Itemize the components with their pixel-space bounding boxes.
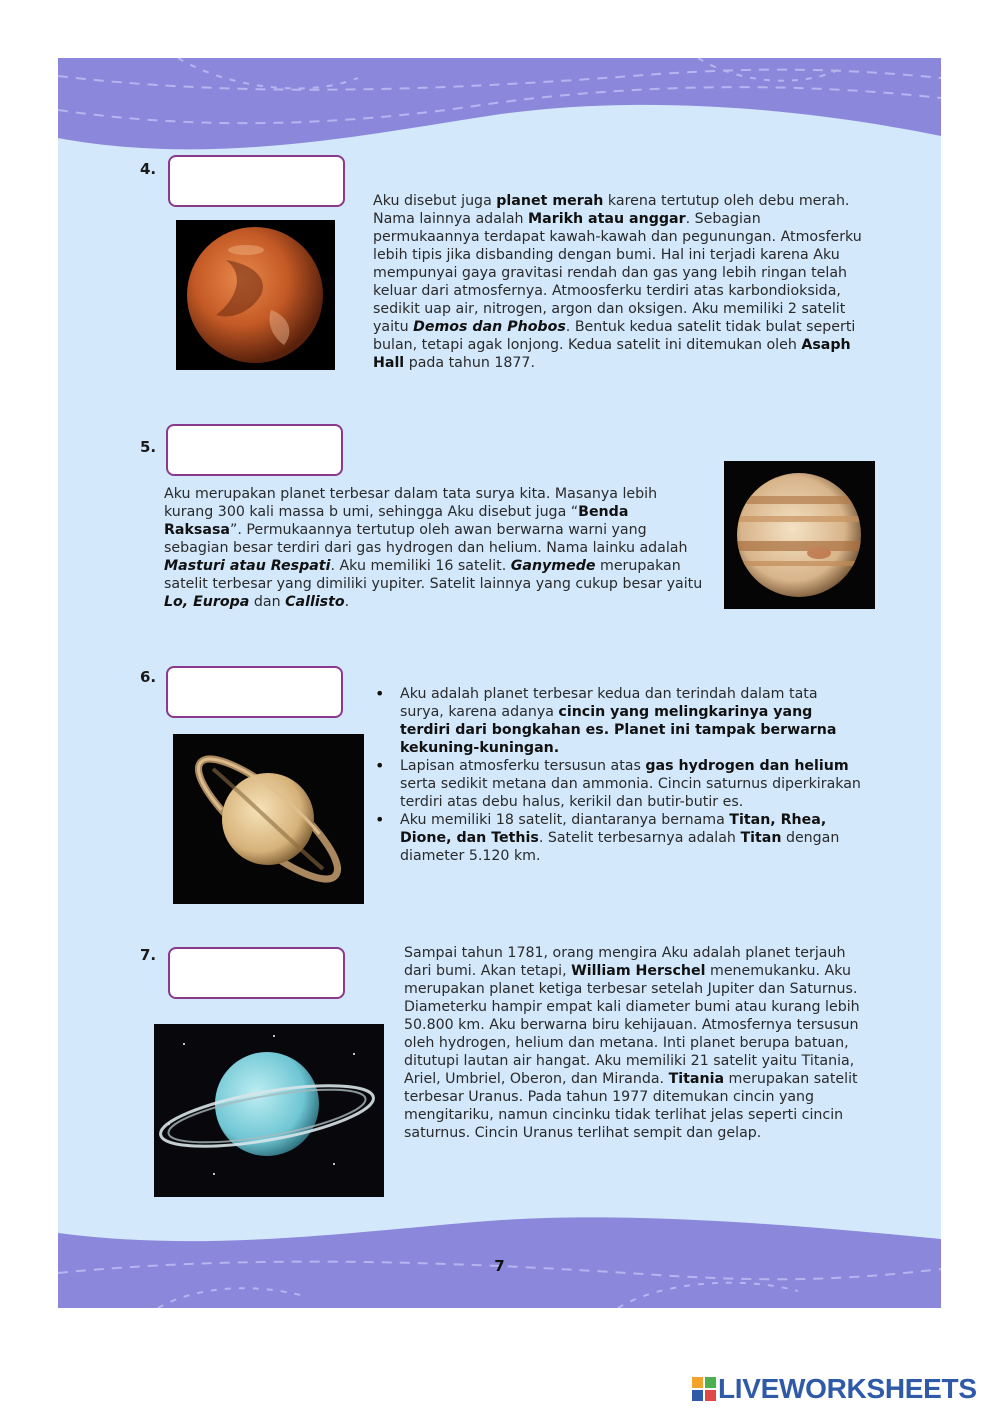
bold-term: Titan (740, 830, 782, 846)
bold-term: Titan, Rhea, Dione, dan Tethis (400, 812, 827, 846)
description-paragraph (404, 944, 864, 1142)
text-segment: merupakan satelit terbesar Uranus. Pada tahun 1977 ditemukan cincin yang mengitariku, namun cincinku tidak terlihat jelas seperti cincin saturnus. Cincin Uranus terlihat sempit dan gelap. (404, 1071, 858, 1141)
bullet-list (371, 685, 863, 865)
italic-term: Ganymede (510, 558, 596, 574)
text-segment: Aku memiliki 18 satelit, diantaranya bernama (400, 812, 730, 828)
question-number: 7. (140, 946, 157, 964)
text-segment: Aku disebut juga (373, 193, 497, 209)
bold-term: Marikh atau anggar (528, 211, 686, 227)
mars-image (176, 220, 335, 370)
answer-input[interactable] (168, 426, 341, 474)
bold-term: Benda Raksasa (164, 504, 629, 538)
uranus-image (154, 1024, 384, 1197)
answer-input[interactable] (168, 668, 341, 716)
text-segment: dan (249, 594, 286, 610)
description-text (164, 485, 704, 611)
bold-term: cincin yang melingkarinya yang terdiri dari bongkahan es. Planet ini tampak berwarna kekuning-kuningan. (400, 704, 837, 756)
text-segment: merupakan satelit terbesar yang dimiliki yupiter. Satelit lainnya yang cukup besar yaitu (164, 558, 703, 592)
bullet-item (371, 685, 863, 757)
bold-term: gas hydrogen dan helium (645, 758, 849, 774)
answer-input[interactable] (170, 157, 343, 205)
page-number: 7 (494, 1257, 505, 1275)
italic-term: Masturi atau Respati (164, 558, 331, 574)
saturn-image (173, 734, 364, 904)
question-number: 6. (140, 668, 157, 686)
text-segment: Aku adalah planet terbesar kedua dan terindah dalam tata surya, karena adanya (400, 686, 818, 720)
liveworksheets-logo[interactable] (692, 1374, 977, 1404)
text-segment: Lapisan atmosferku tersusun atas (400, 758, 646, 774)
text-segment: . (344, 594, 350, 610)
answer-box[interactable] (168, 155, 345, 207)
answer-input[interactable] (170, 949, 343, 997)
bold-term: William Herschel (571, 963, 706, 979)
brand-name: LIVEWORKSHEETS (718, 1373, 977, 1404)
answer-box[interactable] (168, 947, 345, 999)
bold-term: Titania (668, 1071, 725, 1087)
description-paragraph (164, 485, 704, 611)
description-text (373, 192, 865, 372)
answer-box[interactable] (166, 424, 343, 476)
bullet-item (371, 811, 863, 865)
text-segment: menemukanku. Aku merupakan planet ketiga terbesar setelah Jupiter dan Saturnus. Diameterku hampir empat kali diameter bumi atau kurang lebih 50.800 km. Aku berwarna biru kehijauan. Atmosfernya tersusun oleh hydrogen, helium dan metana. Inti planet berupa batuan, ditutupi lautan air hangat. Aku memiliki 21 satelit yaitu Titania, Ariel, Umbriel, Oberon, dan Miranda. (404, 963, 860, 1087)
text-segment: pada tahun 1877. (404, 355, 535, 371)
jupiter-image (724, 461, 875, 609)
question-number: 4. (140, 160, 157, 178)
bullet-item (371, 757, 863, 811)
bold-term: Asaph Hall (373, 337, 851, 371)
description-text (404, 944, 864, 1142)
text-segment: Sampai tahun 1781, orang mengira Aku adalah planet terjauh dari bumi. Akan tetapi, (404, 945, 846, 979)
text-segment: . Sebagian permukaannya terdapat kawah-kawah dan pegunungan. Atmosferku lebih tipis jika disbanding dengan bumi. Hal ini terjadi karena Aku mempunyai gaya gravitasi rendah dan gas yang lebih ringan telah keluar dari atmosfernya. Atmoosferku terdiri atas karbondioksida, sedikit uap air, nitrogen, argon dan oksigen. Aku memiliki 2 satelit yaitu (373, 211, 862, 335)
description-paragraph (373, 192, 865, 372)
liveworksheets-icon (692, 1377, 716, 1401)
italic-term: Lo, Europa (164, 594, 250, 610)
text-segment: karena tertutup oleh debu merah. Nama lainnya adalah (373, 193, 850, 227)
text-segment: ”. Permukaannya tertutup oleh awan berwarna warni yang sebagian besar terdiri dari gas hydrogen dan helium. Nama lainku adalah (164, 522, 688, 556)
italic-term: Callisto (285, 594, 345, 610)
bold-term: planet merah (496, 193, 604, 209)
text-segment: dengan diameter 5.120 km. (400, 830, 840, 864)
text-segment: . Aku memiliki 16 satelit. (330, 558, 511, 574)
question-number: 5. (140, 438, 157, 456)
text-segment: . Bentuk kedua satelit tidak bulat seperti bulan, tetapi agak lonjong. Kedua satelit ini ditemukan oleh (373, 319, 856, 353)
text-segment: Aku merupakan planet terbesar dalam tata surya kita. Masanya lebih kurang 300 kali massa b umi, sehingga Aku disebut juga “ (164, 486, 658, 520)
text-segment: serta sedikit metana dan ammonia. Cincin saturnus diperkirakan terdiri atas debu halus, kerikil dan butir-butir es. (400, 776, 861, 810)
worksheet-page (58, 58, 941, 1308)
italic-term: Demos dan Phobos (413, 319, 566, 335)
answer-box[interactable] (166, 666, 343, 718)
text-segment: . Satelit terbesarnya adalah (538, 830, 741, 846)
